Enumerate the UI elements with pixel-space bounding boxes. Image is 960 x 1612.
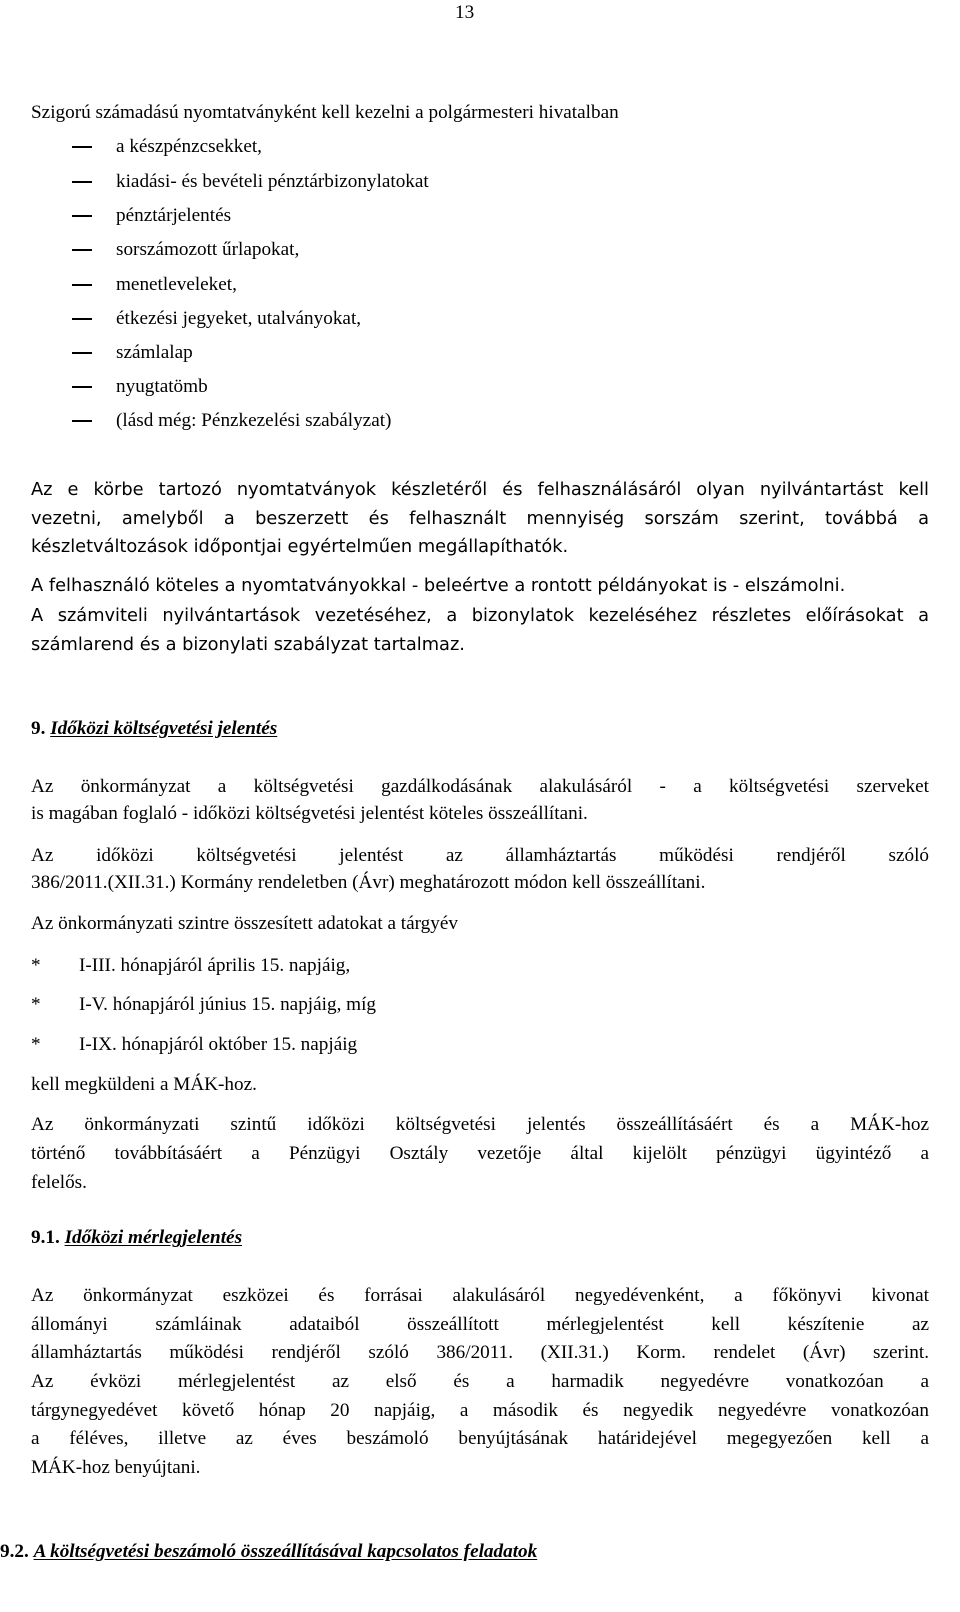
paragraph-line: történő továbbításáért a Pénzügyi Osztály vezetője által kijelölt pénzügyi ügyintéző a bbox=[31, 1143, 929, 1164]
heading-number: 9.1. bbox=[31, 1227, 60, 1248]
intro-text: Szigorú számadású nyomtatványként kell kezelni a polgármesteri hivatalban bbox=[31, 102, 619, 123]
heading-number: 9. bbox=[31, 718, 46, 739]
paragraph-line: számlarend és a bizonylati szabályzat tartalmaz. bbox=[31, 634, 465, 655]
dash-bullet bbox=[72, 249, 92, 251]
paragraph-line: készletváltozások időpontjai egyértelműen megállapíthatók. bbox=[31, 536, 569, 557]
section-heading-9-1 bbox=[31, 1227, 242, 1249]
list-item: sorszámozott űrlapokat, bbox=[72, 239, 299, 261]
paragraph-line: vezetni, amelyből a beszerzett és felhasznált mennyiség sorszám szerint, továbbá a bbox=[31, 508, 929, 529]
paragraph-line: Az időközi költségvetési jelentést az államháztartás működési rendjéről szóló bbox=[31, 845, 929, 866]
paragraph-line: Az e körbe tartozó nyomtatványok készletéről és felhasználásáról olyan nyilvántartást kell bbox=[31, 479, 929, 500]
star-item: I-IX. hónapjáról október 15. napjáig bbox=[79, 1034, 358, 1055]
star-bullet: * bbox=[31, 1034, 41, 1055]
paragraph-line: tárgynegyedévet követő hónap 20 napjáig, a második és negyedik negyedévre vonatkozóan bbox=[31, 1400, 929, 1421]
list-item: nyugtatömb bbox=[72, 376, 208, 398]
paragraph-line: MÁK-hoz benyújtani. bbox=[31, 1457, 201, 1478]
star-bullet: * bbox=[31, 955, 41, 976]
section-heading-9 bbox=[31, 718, 277, 740]
heading-title: Időközi költségvetési jelentés bbox=[50, 718, 278, 739]
dash-bullet bbox=[72, 181, 92, 183]
paragraph-line: felelős. bbox=[31, 1172, 87, 1193]
dash-bullet bbox=[72, 352, 92, 354]
heading-title: A költségvetési beszámoló összeállításával kapcsolatos feladatok bbox=[33, 1541, 538, 1562]
paragraph-line: Az önkormányzati szintre összesített adatokat a tárgyév bbox=[31, 913, 458, 934]
page-number: 13 bbox=[455, 2, 475, 23]
star-bullet: * bbox=[31, 994, 41, 1015]
star-item: I-V. hónapjáról június 15. napjáig, míg bbox=[79, 994, 377, 1015]
heading-number: 9.2. bbox=[0, 1541, 29, 1562]
paragraph-line: a féléves, illetve az éves beszámoló benyújtásának határidejével megegyezően kell a bbox=[31, 1428, 929, 1449]
paragraph-line: A felhasználó köteles a nyomtatványokkal - beleértve a rontott példányokat is - elszámolni. bbox=[31, 575, 846, 596]
paragraph-line: állományi számláinak adataiból összeállított mérlegjelentést kell készítenie az bbox=[31, 1314, 929, 1335]
list-item: étkezési jegyeket, utalványokat, bbox=[72, 308, 361, 330]
dash-bullet bbox=[72, 284, 92, 286]
paragraph-line: Az önkormányzati szintű időközi költségvetési jelentés összeállításáért és a MÁK-hoz bbox=[31, 1114, 929, 1135]
section-heading-9-2 bbox=[0, 1541, 537, 1563]
paragraph-line: 386/2011.(XII.31.) Kormány rendeletben (Ávr) meghatározott módon kell összeállítani. bbox=[31, 872, 706, 893]
dash-bullet bbox=[72, 146, 92, 148]
paragraph-line: államháztartás működési rendjéről szóló 386/2011. (XII.31.) Korm. rendelet (Ávr) szerint. bbox=[31, 1342, 929, 1363]
dash-bullet bbox=[72, 215, 92, 217]
paragraph-line: kell megküldeni a MÁK-hoz. bbox=[31, 1074, 257, 1095]
dash-bullet bbox=[72, 420, 92, 422]
dash-bullet bbox=[72, 386, 92, 388]
paragraph-line: is magában foglaló - időközi költségvetési jelentést köteles összeállítani. bbox=[31, 803, 588, 824]
list-item: kiadási- és bevételi pénztárbizonylatokat bbox=[72, 171, 429, 193]
star-item: I-III. hónapjáról április 15. napjáig, bbox=[79, 955, 351, 976]
paragraph-line: Az évközi mérlegjelentést az első és a harmadik negyedévre vonatkozóan a bbox=[31, 1371, 929, 1392]
list-item: számlalap bbox=[72, 342, 193, 364]
list-item: a készpénzcsekket, bbox=[72, 136, 262, 158]
list-item: (lásd még: Pénzkezelési szabályzat) bbox=[72, 410, 391, 432]
list-item: pénztárjelentés bbox=[72, 205, 231, 227]
list-item: menetleveleket, bbox=[72, 274, 237, 296]
paragraph-line: Az önkormányzat eszközei és forrásai alakulásáról negyedévenként, a főkönyvi kivonat bbox=[31, 1285, 929, 1306]
heading-title: Időközi mérlegjelentés bbox=[64, 1227, 243, 1248]
paragraph-line: A számviteli nyilvántartások vezetéséhez, a bizonylatok kezeléséhez részletes előírásokat a bbox=[31, 605, 929, 626]
dash-bullet bbox=[72, 318, 92, 320]
paragraph-line: Az önkormányzat a költségvetési gazdálkodásának alakulásáról - a költségvetési szerveket bbox=[31, 776, 929, 797]
